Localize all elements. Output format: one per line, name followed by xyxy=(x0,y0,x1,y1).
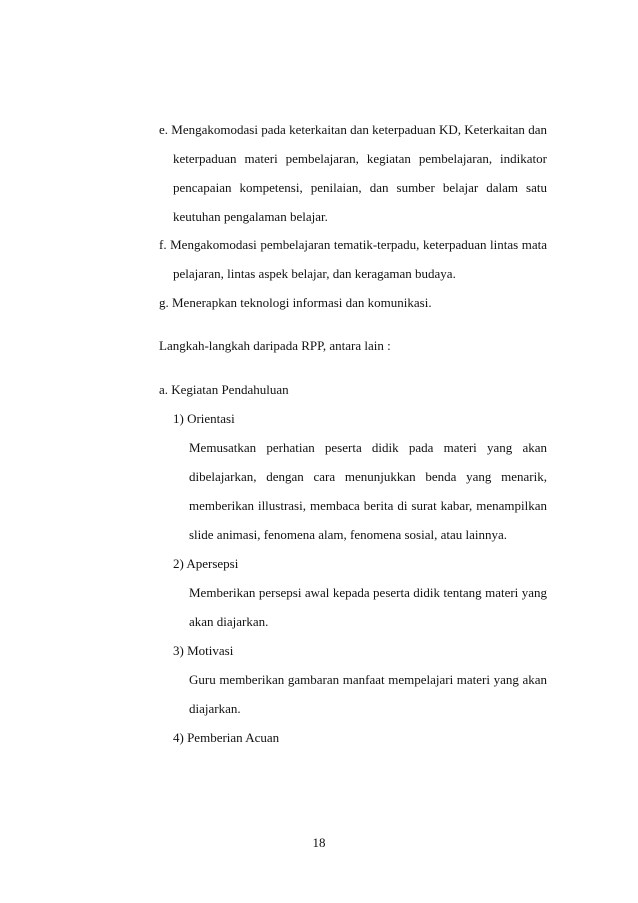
text-line: f. Mengakomodasi pembelajaran tematik-terpadu, keterpaduan lintas mata xyxy=(159,237,547,252)
text-line: pencapaian kompetensi, penilaian, dan sumber belajar dalam satu xyxy=(173,180,547,195)
text-line: 4) Pemberian Acuan xyxy=(173,730,280,745)
text-line: Langkah-langkah daripada RPP, antara lain : xyxy=(159,338,391,353)
text-line: Memusatkan perhatian peserta didik pada materi yang akan xyxy=(189,440,547,455)
text-line: diajarkan. xyxy=(189,701,241,716)
text-line: a. Kegiatan Pendahuluan xyxy=(159,382,289,397)
text-line: keterpaduan materi pembelajaran, kegiatan pembelajaran, indikator xyxy=(173,151,547,166)
text-line: Memberikan persepsi awal kepada peserta didik tentang materi yang xyxy=(189,585,547,600)
text-line: slide animasi, fenomena alam, fenomena sosial, atau lainnya. xyxy=(189,527,508,542)
text-line: Guru memberikan gambaran manfaat mempelajari materi yang akan xyxy=(189,672,547,687)
text-line: pelajaran, lintas aspek belajar, dan keragaman budaya. xyxy=(173,266,456,281)
text-line: 2) Apersepsi xyxy=(173,556,239,571)
text-line: akan diajarkan. xyxy=(189,614,269,629)
text-line: keutuhan pengalaman belajar. xyxy=(173,209,328,224)
text-line: e. Mengakomodasi pada keterkaitan dan keterpaduan KD, Keterkaitan dan xyxy=(159,122,547,137)
text-line: 3) Motivasi xyxy=(173,643,234,658)
text-line: memberikan illustrasi, membaca berita di surat kabar, menampilkan xyxy=(189,498,547,513)
text-line: 1) Orientasi xyxy=(173,411,235,426)
page-number: 18 xyxy=(312,835,326,850)
text-line: dibelajarkan, dengan cara menunjukkan benda yang menarik, xyxy=(189,469,547,484)
text-line: g. Menerapkan teknologi informasi dan komunikasi. xyxy=(159,295,432,310)
